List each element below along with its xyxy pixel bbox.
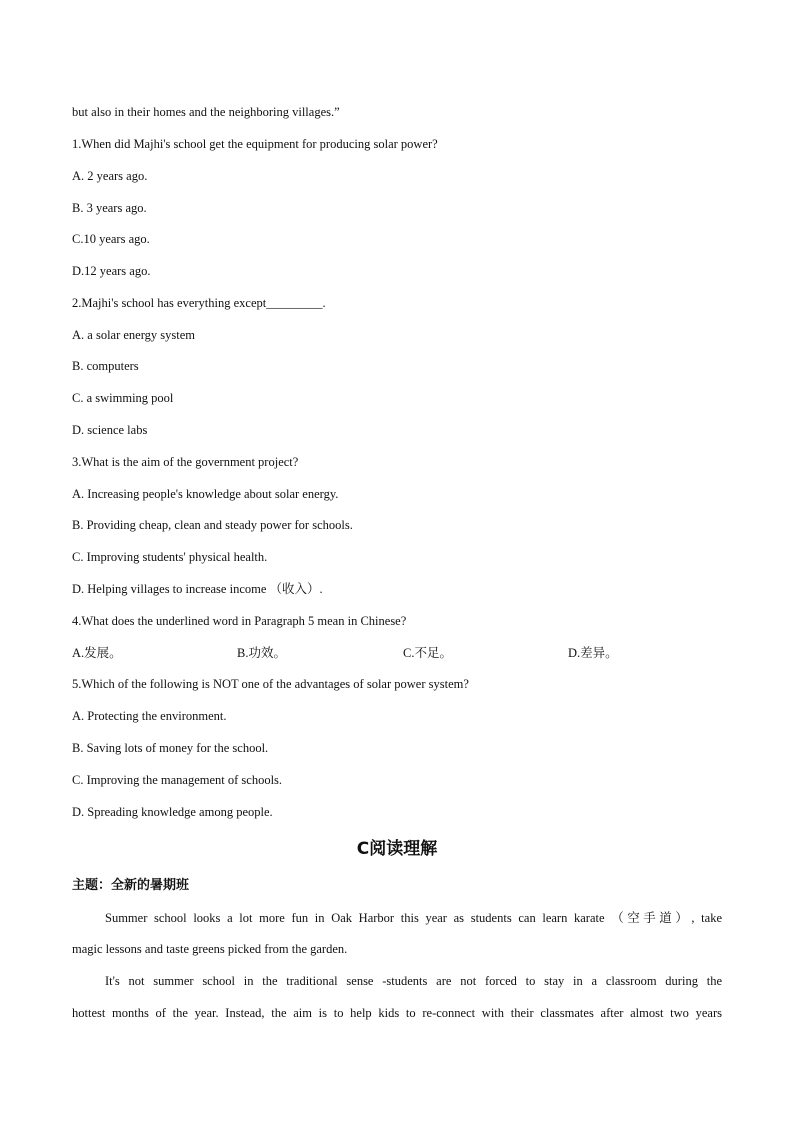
question-3-option-b: B. Providing cheap, clean and steady power for schools. — [72, 518, 353, 532]
passage-paragraph-1-line-1: Summer school looks a lot more fun in Oak Harbor this year as students can learn karate （空手道）, take — [105, 911, 722, 925]
question-1: 1.When did Majhi's school get the equipment for producing solar power? — [72, 137, 438, 151]
question-5: 5.Which of the following is NOT one of the advantages of solar power system? — [72, 677, 469, 691]
question-1-option-a: A. 2 years ago. — [72, 169, 148, 183]
passage-paragraph-2-line-2: hottest months of the year. Instead, the aim is to help kids to re-connect with their classmates after almost two years — [72, 1006, 722, 1020]
passage-continuation: but also in their homes and the neighboring villages.” — [72, 105, 340, 119]
question-3-option-a: A. Increasing people's knowledge about solar energy. — [72, 487, 339, 501]
passage-paragraph-2-line-1: It's not summer school in the traditional sense -students are not forced to stay in a classroom during the — [105, 974, 722, 988]
question-1-option-c: C.10 years ago. — [72, 232, 150, 246]
question-2-option-b: B. computers — [72, 359, 139, 373]
question-2: 2.Majhi's school has everything except_________. — [72, 296, 326, 310]
question-4: 4.What does the underlined word in Paragraph 5 mean in Chinese? — [72, 614, 407, 628]
question-2-option-d: D. science labs — [72, 423, 148, 437]
question-4-option-a: A.发展。 — [72, 646, 122, 660]
passage-paragraph-1-line-2: magic lessons and taste greens picked from the garden. — [72, 942, 348, 956]
question-1-option-b: B. 3 years ago. — [72, 201, 147, 215]
question-1-option-d: D.12 years ago. — [72, 264, 151, 278]
question-2-option-a: A. a solar energy system — [72, 328, 196, 342]
question-4-options — [72, 645, 722, 661]
question-2-option-c: C. a swimming pool — [72, 391, 174, 405]
question-3: 3.What is the aim of the government project? — [72, 455, 299, 469]
section-theme: 主题：全新的暑期班 — [72, 878, 190, 893]
question-5-option-b: B. Saving lots of money for the school. — [72, 741, 269, 755]
question-5-option-d: D. Spreading knowledge among people. — [72, 805, 273, 819]
question-5-option-c: C. Improving the management of schools. — [72, 773, 283, 787]
section-title: C阅读理解 — [356, 839, 438, 859]
question-4-option-c: C.不足。 — [403, 646, 452, 660]
question-5-option-a: A. Protecting the environment. — [72, 709, 227, 723]
question-3-option-c: C. Improving students' physical health. — [72, 550, 268, 564]
question-4-option-b: B.功效。 — [237, 646, 286, 660]
question-3-option-d: D. Helping villages to increase income （收入）. — [72, 582, 323, 596]
question-4-option-d: D.差异。 — [568, 646, 618, 660]
